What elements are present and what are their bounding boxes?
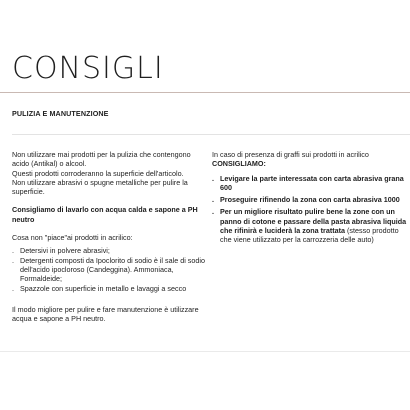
step-text: Levigare la parte interessata con carta abrasiva grana 600 <box>220 173 404 192</box>
warning-line: Non utilizzare mai prodotti per la pulizia che contengono acido (Antikal) o alcool. <box>12 150 191 169</box>
list-marker: . <box>212 207 214 217</box>
cleaning-warning <box>12 150 208 196</box>
list-item-text: Spazzole con superficie in metallo e lavaggi a secco <box>20 283 187 293</box>
list-item <box>212 207 410 244</box>
list-marker: . <box>212 173 214 183</box>
recommend-label: CONSIGLIAMO: <box>212 159 266 169</box>
repair-steps-list <box>212 174 410 245</box>
scratches-intro: In caso di presenza di graffi sui prodotti in acrilico <box>212 150 369 159</box>
warning-line: Non utilizzare abrasivi o spugne metalliche per pulire la superficie. <box>12 177 188 197</box>
list-item <box>12 284 208 293</box>
step-text: Per un migliore risultato pulire bene la zone con un panno di cotone e passare della pasta abrasiva liquida che rifinirà e luciderà la zona trattata <box>220 207 407 236</box>
dislikes-list <box>12 246 208 292</box>
step-note: (stesso prodotto che viene utilizzato per la carrozzeria delle auto) <box>220 226 399 245</box>
right-column <box>212 150 410 254</box>
list-item-text: Detersivi in polvere abrasivi; <box>20 246 110 256</box>
title-divider <box>0 92 410 93</box>
step-text: Proseguire rifinendo la zona con carta abrasiva 1000 <box>220 195 400 205</box>
list-marker: . <box>212 195 214 205</box>
warning-line: Questi prodotti corroderanno la superficie dell'articolo. <box>12 168 184 178</box>
left-column <box>12 150 208 332</box>
list-item <box>12 246 208 255</box>
list-item-text: Detergenti composti da Ipoclorito di sodio è il sale di sodio dell'acido ipocloroso (Candeggina). Ammoniaca, Formaldeide; <box>20 255 205 284</box>
cleaning-recommendation: Consigliamo di lavarlo con acqua calda e sapone a PH neutro <box>12 205 198 224</box>
list-item <box>12 256 208 284</box>
list-marker: . <box>12 255 14 265</box>
section-divider <box>12 134 410 135</box>
list-marker: . <box>12 283 14 293</box>
list-item <box>212 174 410 193</box>
section-heading: PULIZIA E MANUTENZIONE <box>12 109 109 118</box>
list-item <box>212 195 410 204</box>
page-title: CONSIGLI <box>12 51 164 86</box>
list-marker: . <box>12 246 14 256</box>
footer-divider <box>0 351 410 352</box>
dislikes-intro: Cosa non "piace"ai prodotti in acrilico: <box>12 233 133 243</box>
closing-advice: Il modo migliore per pulire e fare manutenzione è utilizzare acqua e sapone a PH neutro. <box>12 304 199 324</box>
